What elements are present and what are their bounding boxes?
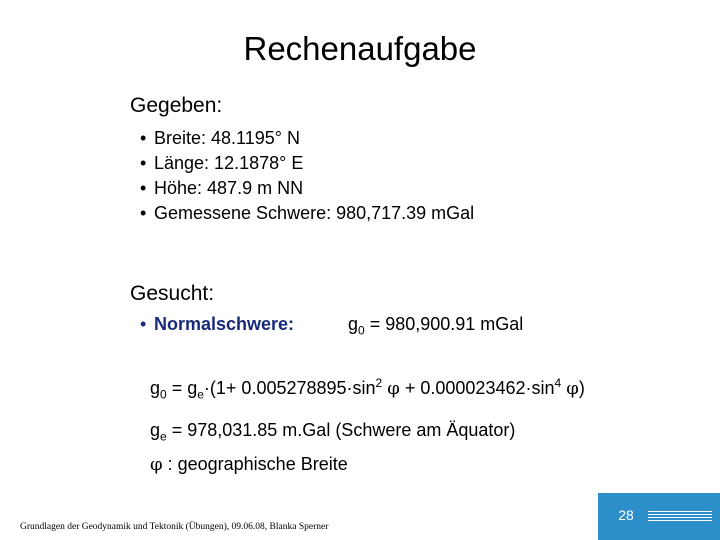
given-item: Breite: 48.1195° N (154, 128, 300, 148)
list-item (140, 201, 474, 226)
sought-label: Gesucht: (130, 282, 215, 305)
page-number: 28 (618, 507, 634, 523)
slide-title: Rechenaufgabe (243, 30, 477, 67)
bullet: • (140, 178, 147, 198)
phi-definition-line: φ : geographische Breite (150, 454, 348, 475)
list-item (140, 151, 474, 176)
list-item (140, 176, 474, 201)
normal-gravity-value: $g_0 = 980,900.91$ mGal (348, 314, 524, 338)
normal-gravity-label: Normalschwere: (154, 314, 295, 334)
given-label: Gegeben: (130, 94, 223, 117)
page-number-box (598, 493, 720, 540)
bullet: • (140, 314, 147, 334)
given-item: Gemessene Schwere: 980,717.39 mGal (154, 203, 475, 223)
bullet: • (140, 203, 147, 223)
gravity-formula: $g_0 = g_e\cdot(1+ 0.005278895\cdot\sin^2$ $\varphi + 0.000023462\cdot\sin^4$ φ) (150, 376, 585, 402)
bullet: • (140, 153, 147, 173)
given-item: Länge: 12.1878° E (154, 153, 304, 173)
list-item (140, 126, 474, 151)
bullet: • (140, 128, 147, 148)
given-list (140, 126, 474, 226)
equator-gravity-line: $g_e = 978,031.85$ m.Gal (Schwere am Äquator) (150, 420, 516, 444)
stripes-decoration (648, 511, 712, 523)
sought-item (140, 314, 294, 335)
given-item: Höhe: 487.9 m NN (154, 178, 304, 198)
footer-text: Grundlagen der Geodynamik und Tektonik (Übungen), 09.06.08, Blanka Sperner (20, 522, 329, 532)
